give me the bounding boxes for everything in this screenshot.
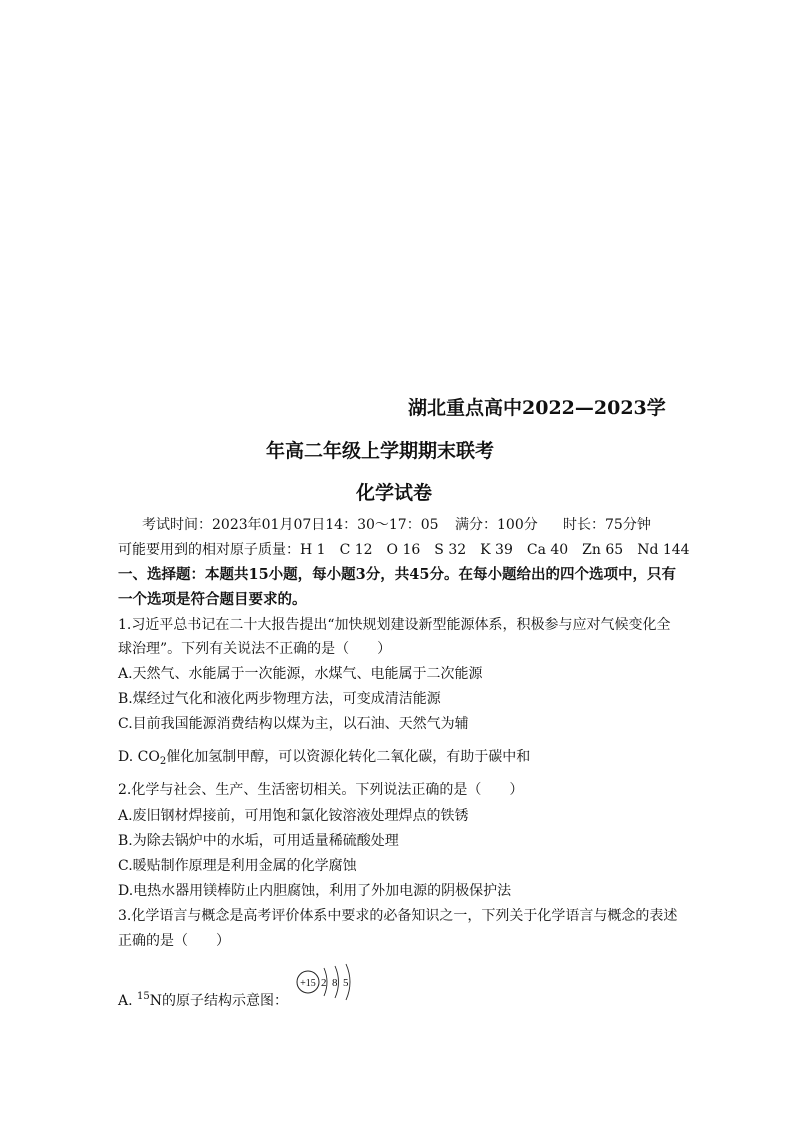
shell-electrons-3: 5 bbox=[343, 977, 349, 989]
exam-title-line2: 年高二年级上学期期末联考 bbox=[266, 440, 495, 462]
q3-option-a-mass-number: 15 bbox=[137, 991, 150, 1002]
q1-option-b: B.煤经过气化和液化两步物理方法，可变成清洁能源 bbox=[118, 691, 441, 707]
q2-stem: 2.化学与社会、生产、生活密切相关。下列说法正确的是（ ） bbox=[118, 782, 524, 798]
q1-stem-line1: 1.习近平总书记在二十大报告提出“加快规划建设新型能源体系，积极参与应对气候变化全 bbox=[118, 617, 671, 633]
q2-option-c: C.暖贴制作原理是利用金属的化学腐蚀 bbox=[118, 858, 357, 874]
q1-option-d-subscript: 2 bbox=[159, 756, 167, 767]
q1-stem-line2: 球治理”。下列有关说法不正确的是（ ） bbox=[118, 641, 392, 657]
q2-option-a: A.废旧钢材焊接前，可用饱和氯化铵溶液处理焊点的铁锈 bbox=[118, 808, 469, 824]
q3-stem-line2: 正确的是（ ） bbox=[118, 933, 230, 949]
exam-title-line1: 湖北重点高中2022—2023学 bbox=[408, 397, 666, 419]
subject-title: 化学试卷 bbox=[356, 482, 433, 504]
section1-heading-line1: 一、选择题：本题共15小题，每小题3分，共45分。在每小题给出的四个选项中，只有 bbox=[118, 566, 676, 583]
q3-option-a bbox=[118, 988, 288, 1010]
q3-option-a-suffix: N的原子结构示意图： bbox=[149, 993, 288, 1009]
section1-heading-line2: 一个选项是符合题目要求的。 bbox=[118, 591, 307, 608]
exam-time: 考试时间：2023年01月07日14：30～17：05 bbox=[142, 517, 439, 533]
nucleus-charge: +15 bbox=[300, 978, 316, 989]
shell-electrons-1: 2 bbox=[321, 977, 327, 989]
q1-option-d-suffix: 催化加氢制甲醇，可以资源化转化二氧化碳，有助于碳中和 bbox=[166, 749, 531, 765]
full-score: 满分：100分 bbox=[455, 517, 538, 533]
shell-electrons-2: 8 bbox=[332, 977, 338, 989]
q1-option-d-prefix: D. CO bbox=[118, 749, 160, 765]
q3-option-a-prefix: A. bbox=[118, 993, 133, 1009]
q3-stem-line1: 3.化学语言与概念是高考评价体系中要求的必备知识之一，下列关于化学语言与概念的表述 bbox=[118, 908, 678, 924]
q1-option-d bbox=[118, 748, 530, 771]
atomic-masses: 可能要用到的相对原子质量：H 1 C 12 O 16 S 32 K 39 Ca 40 Zn 65 Nd 144 bbox=[118, 542, 690, 558]
q2-option-d: D.电热水器用镁棒防止内胆腐蚀，利用了外加电源的阴极保护法 bbox=[118, 883, 512, 899]
exam-duration: 时长：75分钟 bbox=[563, 517, 651, 533]
atomic-structure-diagram bbox=[294, 962, 364, 1006]
q1-option-a: A.天然气、水能属于一次能源，水煤气、电能属于二次能源 bbox=[118, 666, 483, 682]
q2-option-b: B.为除去锅炉中的水垢，可用适量稀硫酸处理 bbox=[118, 833, 399, 849]
q1-option-c: C.目前我国能源消费结构以煤为主，以石油、天然气为辅 bbox=[118, 716, 469, 732]
